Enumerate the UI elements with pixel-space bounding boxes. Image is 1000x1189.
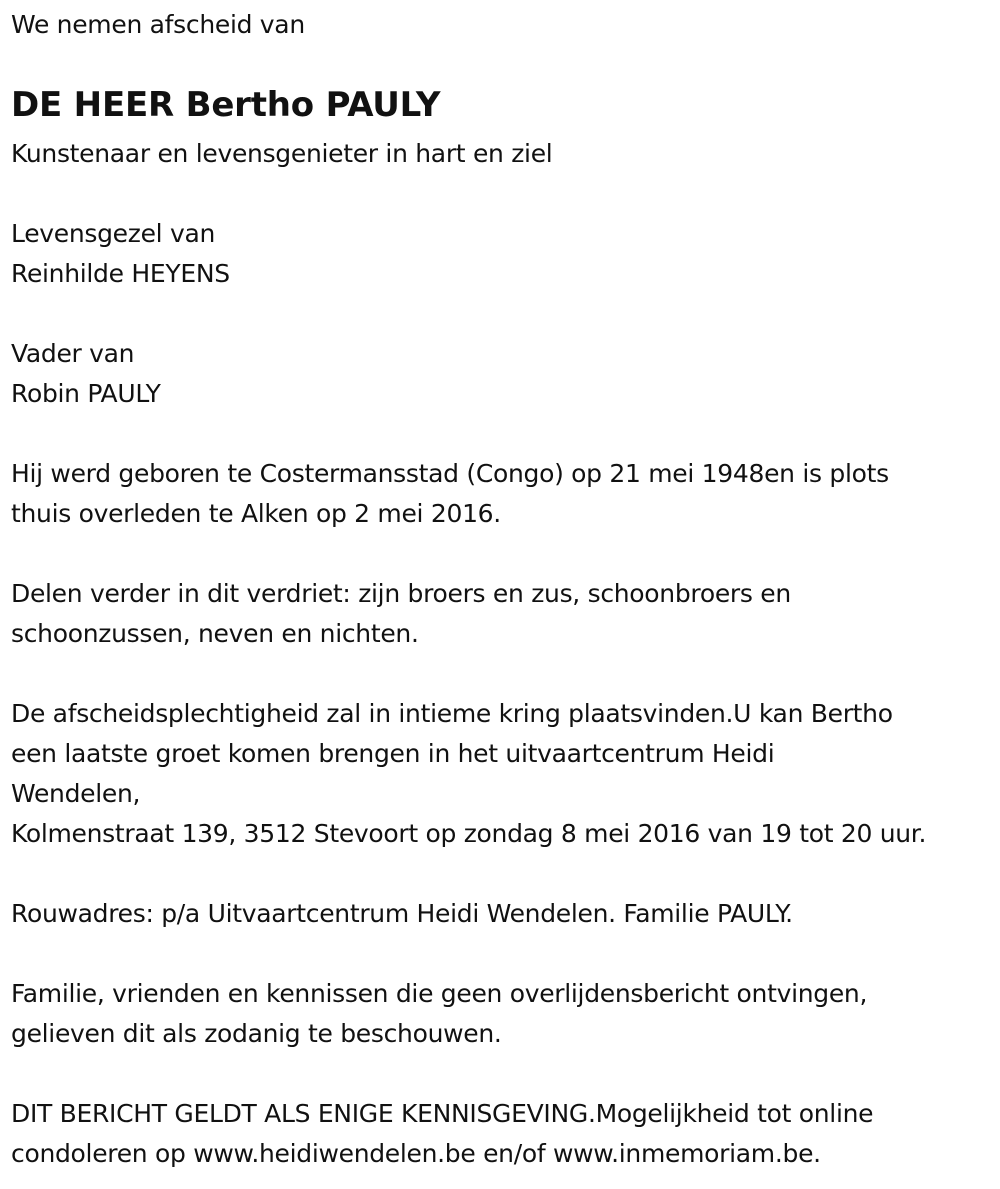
child-name: Robin PAULY (11, 379, 161, 408)
ceremony-line-1: De afscheidsplechtigheid zal in intieme kring plaatsvinden.U kan Bertho (11, 699, 893, 728)
grief-line-1: Delen verder in dit verdriet: zijn broers en zus, schoonbroers en (11, 579, 791, 608)
partner-label: Levensgezel van (11, 219, 216, 248)
closing-line-2: condoleren op www.heidiwendelen.be en/of www.inmemoriam.be. (11, 1139, 821, 1168)
notice-line-1: Familie, vrienden en kennissen die geen overlijdensbericht ontvingen, (11, 979, 868, 1008)
deceased-name: DE HEER Bertho PAULY (11, 85, 441, 125)
father-label: Vader van (11, 339, 135, 368)
closing-line-1: DIT BERICHT GELDT ALS ENIGE KENNISGEVING.Mogelijkheid tot online (11, 1099, 874, 1128)
ceremony-line-2: een laatste groet komen brengen in het uitvaartcentrum Heidi (11, 739, 775, 768)
grief-line-2: schoonzussen, neven en nichten. (11, 619, 419, 648)
intro-text: We nemen afscheid van (11, 10, 305, 39)
ceremony-line-4: Kolmenstraat 139, 3512 Stevoort op zondag 8 mei 2016 van 19 tot 20 uur. (11, 819, 927, 848)
deceased-subtitle: Kunstenaar en levensgenieter in hart en ziel (11, 139, 553, 168)
mourning-address: Rouwadres: p/a Uitvaartcentrum Heidi Wendelen. Familie PAULY. (11, 899, 793, 928)
birth-death-line-2: thuis overleden te Alken op 2 mei 2016. (11, 499, 501, 528)
ceremony-line-3: Wendelen, (11, 779, 141, 808)
birth-death-line-1: Hij werd geboren te Costermansstad (Congo) op 21 mei 1948en is plots (11, 459, 889, 488)
notice-line-2: gelieven dit als zodanig te beschouwen. (11, 1019, 502, 1048)
partner-name: Reinhilde HEYENS (11, 259, 230, 288)
